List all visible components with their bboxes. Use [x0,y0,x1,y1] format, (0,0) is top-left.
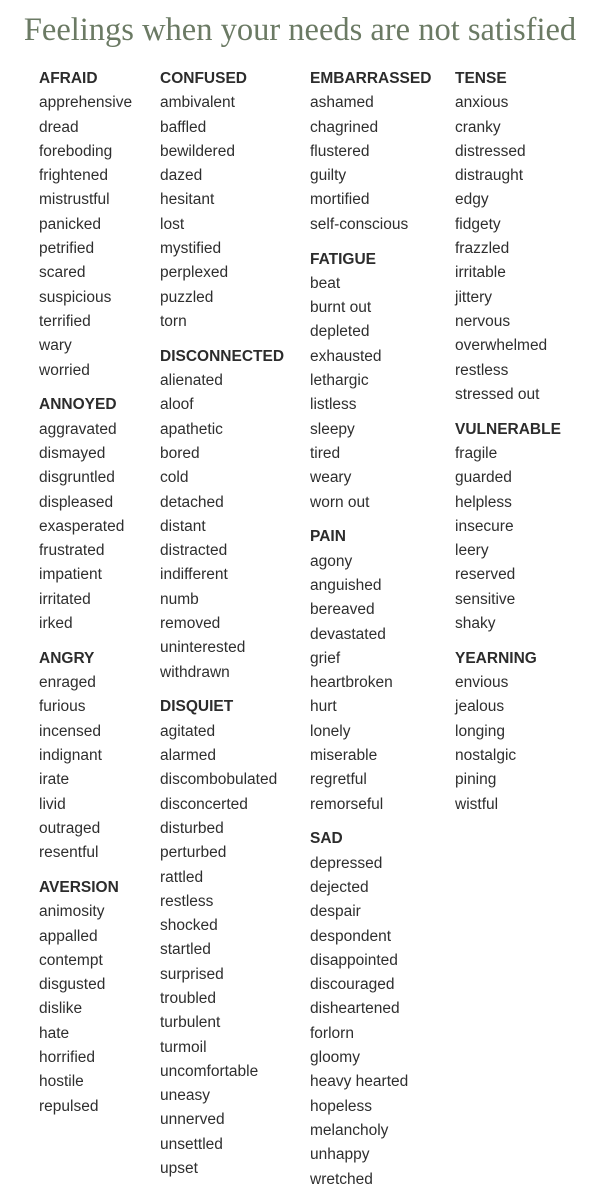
feeling-word: pining [455,771,497,789]
feeling-group-heading: EMBARRASSED [310,70,432,87]
feelings-column-4 [455,67,561,827]
feeling-word: bewildered [160,142,235,160]
feeling-word: perplexed [160,264,229,282]
feeling-word: dislike [39,1000,83,1018]
feeling-word: gloomy [310,1049,360,1067]
feeling-word: dread [39,118,79,136]
feeling-word: withdrawn [160,663,230,681]
feeling-word: beat [310,274,341,292]
feeling-group-heading: FATIGUE [310,250,377,268]
feeling-group-disconnected [160,345,284,685]
feeling-word: longing [455,722,505,740]
feeling-word: uncomfortable [160,1062,259,1080]
feeling-word: flustered [310,142,370,160]
feeling-word: grief [310,649,341,667]
feeling-word: unsettled [160,1135,223,1153]
feeling-word: irritated [39,590,91,608]
feeling-word: envious [455,674,509,692]
feeling-word: unhappy [310,1146,370,1164]
feeling-word: devastated [310,625,386,643]
feeling-word: nostalgic [455,747,517,765]
feeling-word: mistrustful [39,191,110,209]
feeling-word: heavy hearted [310,1073,409,1091]
feeling-group-pain [310,525,431,817]
feelings-column-2 [160,67,284,1192]
feeling-word: sleepy [310,420,355,438]
feeling-group-vulnerable [455,418,561,637]
feeling-word: bored [160,444,200,462]
feeling-word: disheartened [310,1000,400,1018]
feeling-word: despondent [310,927,392,945]
feeling-word: weary [310,469,352,487]
feeling-group-aversion [39,876,132,1119]
feeling-word: irritable [455,264,506,282]
feeling-word: self-conscious [310,215,409,233]
feeling-word: edgy [455,191,489,209]
feeling-word: distracted [160,542,228,560]
feeling-word: wistful [455,795,499,813]
feeling-word: ambivalent [160,94,235,112]
feeling-word: distraught [455,167,524,185]
feeling-word: disgusted [39,976,106,994]
feeling-word: mortified [310,191,370,209]
feeling-word: removed [160,615,221,633]
feeling-word: terrified [39,312,91,330]
feeling-word: dejected [310,879,369,896]
feeling-word: hate [39,1024,70,1042]
feeling-word: petrified [39,240,95,258]
feeling-word: exhausted [310,347,382,365]
feeling-word: agony [310,552,353,570]
feeling-word: disappointed [310,951,398,969]
feeling-word: helpless [455,493,512,511]
feeling-word: incensed [39,722,102,740]
feeling-word: overwhelmed [455,337,548,355]
feeling-group-heading: DISQUIET [160,698,234,716]
feeling-word: frightened [39,167,108,185]
feeling-word: reserved [455,566,516,584]
feeling-word: disturbed [160,819,224,837]
feeling-word: hesitant [160,191,215,209]
feeling-word: shocked [160,917,218,935]
feeling-group-heading: AVERSION [39,879,119,896]
feeling-word: restless [160,892,214,910]
feeling-word: mystified [160,240,222,258]
feeling-group-angry [39,647,132,866]
feeling-word: worn out [310,493,370,511]
feeling-word: frustrated [39,542,105,560]
feeling-word: depressed [310,854,383,872]
feeling-word: distressed [455,142,526,160]
feeling-word: torn [160,312,187,330]
feeling-word: aggravated [39,420,117,438]
feeling-word: apathetic [160,420,223,438]
feeling-word: burnt out [310,299,372,317]
feeling-word: anguished [310,576,382,594]
feeling-word: alienated [160,372,223,390]
feeling-word: jealous [455,698,505,716]
feeling-word: tired [310,444,341,462]
feeling-word: wretched [310,1170,373,1188]
feeling-word: forlorn [310,1024,354,1042]
feeling-word: displeased [39,493,114,511]
feeling-word: appalled [39,927,98,945]
feeling-word: irked [39,615,73,633]
feeling-word: worried [39,361,90,379]
feeling-word: hostile [39,1073,84,1091]
feeling-word: rattled [160,868,204,886]
feeling-word: guarded [455,469,512,487]
feeling-group-heading: CONFUSED [160,70,247,87]
feeling-word: enraged [39,674,96,692]
feeling-word: outraged [39,819,101,837]
feeling-group-yearning [455,647,561,817]
feeling-word: lethargic [310,372,369,390]
feeling-word: surprised [160,965,224,983]
feeling-word: detached [160,493,224,511]
feeling-word: aloof [160,396,194,414]
feeling-word: miserable [310,747,378,765]
feeling-word: unnerved [160,1111,225,1129]
feeling-word: discouraged [310,976,395,994]
feeling-word: indifferent [160,566,228,584]
feeling-word: troubled [160,989,217,1007]
feeling-word: animosity [39,903,105,921]
feeling-group-heading: YEARNING [455,649,537,667]
feeling-word: nervous [455,312,511,330]
feeling-word: disgruntled [39,469,115,487]
feeling-word: frazzled [455,240,510,258]
feeling-word: heartbroken [310,674,393,692]
feeling-word: panicked [39,215,102,233]
feeling-word: lost [160,215,185,233]
feeling-word: repulsed [39,1097,99,1115]
feeling-word: fidgety [455,215,501,233]
feeling-word: disconcerted [160,795,248,813]
feeling-group-annoyed [39,393,132,636]
feeling-word: regretful [310,771,367,789]
feeling-word: horrified [39,1049,95,1067]
feeling-group-confused [160,67,284,334]
feeling-group-heading: TENSE [455,70,507,87]
feeling-word: ashamed [310,94,374,112]
feeling-group-heading: PAIN [310,528,346,546]
feeling-group-heading: ANNOYED [39,396,117,414]
feeling-word: resentful [39,844,99,862]
feeling-word: restless [455,361,509,379]
feeling-word: shaky [455,615,496,633]
feeling-word: insecure [455,517,514,535]
feeling-word: exasperated [39,517,125,535]
feeling-word: distant [160,517,206,535]
feeling-group-embarrassed [310,67,431,237]
feeling-word: jittery [455,288,493,306]
feeling-word: discombobulated [160,771,278,789]
feeling-group-afraid [39,67,132,383]
page-title: Feelings when your needs are not satisfied [23,12,577,48]
feeling-word: listless [310,396,357,414]
feeling-word: agitated [160,722,216,740]
feeling-word: lonely [310,722,351,740]
feeling-word: furious [39,698,86,716]
feeling-word: startled [160,941,211,959]
feeling-word: turmoil [160,1038,207,1056]
feeling-word: uneasy [160,1087,210,1105]
feeling-word: despair [310,903,361,921]
feeling-word: cold [160,469,189,487]
feeling-word: upset [160,1160,198,1178]
feeling-word: alarmed [160,747,216,765]
feeling-word: contempt [39,951,103,969]
feeling-word: irate [39,771,70,789]
feeling-word: uninterested [160,639,246,657]
feeling-group-heading: AFRAID [39,70,98,87]
feeling-word: depleted [310,323,370,341]
feeling-word: leery [455,542,489,560]
feeling-word: dismayed [39,444,106,462]
feeling-word: apprehensive [39,94,133,112]
feeling-word: foreboding [39,142,113,160]
feeling-group-sad [310,827,431,1191]
feeling-word: impatient [39,566,102,584]
feeling-word: numb [160,590,199,608]
feeling-word: sensitive [455,590,516,608]
feeling-word: fragile [455,444,498,462]
feeling-word: perturbed [160,844,227,862]
feeling-word: bereaved [310,601,375,619]
feeling-group-disquiet [160,695,284,1181]
feeling-word: stressed out [455,385,540,403]
feeling-word: remorseful [310,795,384,813]
feeling-word: chagrined [310,118,379,136]
feeling-group-fatigue [310,248,431,515]
feeling-word: wary [39,337,72,355]
feeling-word: livid [39,795,66,813]
feeling-word: hopeless [310,1097,373,1115]
feeling-word: anxious [455,94,509,112]
feeling-word: cranky [455,118,501,136]
feelings-column-3 [310,67,431,1202]
feeling-group-heading: ANGRY [39,649,95,667]
feeling-group-heading: DISCONNECTED [160,347,285,365]
feeling-group-heading: VULNERABLE [455,420,561,438]
feeling-group-tense [455,67,561,407]
feeling-word: scared [39,264,86,282]
feeling-word: baffled [160,118,207,136]
feeling-word: dazed [160,167,203,185]
feeling-word: puzzled [160,288,214,306]
feeling-word: indignant [39,747,102,765]
feeling-word: melancholy [310,1121,389,1139]
feeling-word: suspicious [39,288,112,306]
feeling-group-heading: SAD [310,830,343,848]
feeling-word: guilty [310,167,347,185]
feeling-word: turbulent [160,1014,221,1032]
feeling-word: hurt [310,698,337,716]
feelings-column-1 [39,67,132,1129]
